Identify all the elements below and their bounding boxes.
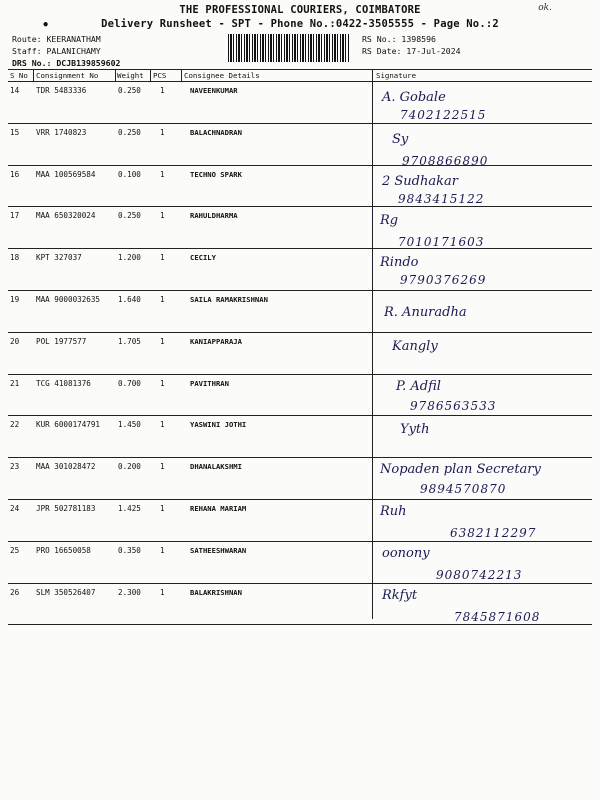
- recipient-signature: oonony: [382, 545, 430, 561]
- ink-mark: •: [42, 18, 50, 32]
- row-consignee: DHANALAKSHMI: [190, 462, 242, 472]
- row-consignee: REHANA MARIAM: [190, 504, 247, 513]
- row-sno: 24: [10, 504, 20, 513]
- recipient-signature: Rindo: [380, 255, 419, 271]
- row-pcs: 1: [160, 253, 165, 263]
- recipient-signature: P. Adfil: [396, 378, 441, 394]
- row-consignee: CECILY: [190, 253, 216, 263]
- drs-number: DRS No.: DCJB139859602: [12, 58, 121, 68]
- row-consignment-no: PRO 16650058: [36, 545, 91, 555]
- col-header-signature: Signature: [376, 71, 417, 80]
- row-rule: [8, 624, 592, 625]
- row-consignment-no: JPR 502781183: [36, 504, 96, 513]
- row-pcs: 1: [160, 462, 165, 472]
- row-weight: 0.250: [118, 86, 141, 95]
- row-sno: 20: [10, 336, 20, 346]
- recipient-signature: R. Anuradha: [384, 305, 467, 320]
- runsheet-subtitle: Delivery Runsheet - SPT - Phone No.:0422-3505555 - Page No.:2: [101, 18, 499, 30]
- row-weight: 0.700: [118, 378, 141, 388]
- row-rule: [8, 165, 592, 166]
- recipient-phone: 9790376269: [400, 273, 487, 288]
- rs-number: RS No.: 1398596: [362, 34, 436, 44]
- recipient-phone: 9843415122: [398, 191, 485, 206]
- row-pcs: 1: [160, 504, 165, 513]
- row-sno: 14: [10, 86, 20, 95]
- row-pcs: 1: [160, 211, 165, 221]
- col-header-consignee: Consignee Details: [184, 71, 260, 80]
- col-divider: [150, 69, 151, 81]
- row-rule: [8, 332, 592, 333]
- row-sno: 22: [10, 420, 20, 430]
- row-consignment-no: KUR 6000174791: [36, 420, 101, 430]
- col-divider: [181, 69, 182, 81]
- row-pcs: 1: [160, 545, 165, 555]
- recipient-phone: 9708866890: [402, 153, 489, 168]
- col-header-sno: S No: [10, 71, 28, 80]
- row-consignment-no: TCG 41081376: [36, 378, 91, 388]
- row-sno: 17: [10, 211, 20, 221]
- recipient-phone: 9080742213: [436, 567, 523, 582]
- header-bottom-rule: [8, 81, 592, 82]
- row-consignment-no: TDR 5483336: [36, 86, 87, 95]
- row-pcs: 1: [160, 420, 165, 430]
- row-consignee: RAHULDHARMA: [190, 211, 238, 221]
- row-sno: 16: [10, 169, 20, 179]
- col-divider: [33, 69, 34, 81]
- barcode: [228, 34, 350, 62]
- recipient-phone: 9786563533: [410, 398, 497, 413]
- row-weight: 0.100: [118, 169, 141, 179]
- row-rule: [8, 541, 592, 542]
- route-label: Route: KEERANATHAM: [12, 34, 101, 44]
- row-rule: [8, 290, 592, 291]
- row-consignment-no: MAA 650320024: [36, 211, 96, 221]
- row-consignment-no: VRR 1740823: [36, 127, 87, 137]
- row-sno: 26: [10, 587, 20, 597]
- row-weight: 1.200: [118, 253, 141, 263]
- row-consignee: BALACHNADRAN: [190, 127, 242, 137]
- row-consignment-no: MAA 9000032635: [36, 295, 101, 304]
- row-rule: [8, 457, 592, 458]
- row-weight: 0.200: [118, 462, 141, 472]
- recipient-phone: 9894570870: [420, 482, 507, 497]
- row-weight: 1.450: [118, 420, 141, 430]
- recipient-signature: Rkfyt: [382, 587, 418, 603]
- row-rule: [8, 415, 592, 416]
- row-rule: [8, 248, 592, 249]
- col-header-pcs: PCS: [153, 71, 167, 80]
- col-header-consignment: Consignment No: [36, 71, 99, 80]
- row-weight: 1.640: [118, 295, 141, 304]
- rs-date: RS Date: 17-Jul-2024: [362, 46, 461, 56]
- row-rule: [8, 206, 592, 207]
- row-weight: 0.250: [118, 127, 141, 137]
- row-weight: 0.350: [118, 545, 141, 555]
- row-consignment-no: KPT 327037: [36, 253, 82, 263]
- row-pcs: 1: [160, 587, 165, 597]
- row-sno: 23: [10, 462, 20, 472]
- row-rule: [8, 583, 592, 584]
- staff-label: Staff: PALANICHAMY: [12, 46, 101, 56]
- row-rule: [8, 374, 592, 375]
- row-weight: 0.250: [118, 211, 141, 221]
- row-consignee: SAILA RAMAKRISHNAN: [190, 295, 268, 304]
- row-consignment-no: MAA 100569584: [36, 169, 96, 179]
- row-consignee: PAVITHRAN: [190, 378, 229, 388]
- table-top-rule: [8, 69, 592, 70]
- recipient-phone: 7402122515: [400, 108, 487, 122]
- recipient-signature: Yyth: [400, 422, 430, 438]
- corner-note: ok.: [538, 3, 552, 13]
- row-consignment-no: SLM 350526407: [36, 587, 96, 597]
- row-weight: 1.425: [118, 504, 141, 513]
- row-consignee: SATHEESHWARAN: [190, 545, 247, 555]
- row-pcs: 1: [160, 295, 165, 304]
- recipient-signature: 2 Sudhakar: [382, 173, 458, 189]
- row-consignee: TECHNO SPARK: [190, 169, 242, 179]
- col-header-weight: Weight: [117, 71, 144, 80]
- row-rule: [8, 499, 592, 500]
- row-pcs: 1: [160, 336, 165, 346]
- row-consignee: YASWINI JOTHI: [190, 420, 247, 430]
- recipient-signature: Kangly: [392, 338, 438, 354]
- recipient-signature: Nopaden plan Secretary: [380, 462, 541, 478]
- row-consignee: KANIAPPARAJA: [190, 336, 242, 346]
- row-rule: [8, 123, 592, 124]
- signature-col-divider: [372, 69, 373, 619]
- company-title: THE PROFESSIONAL COURIERS, COIMBATORE: [179, 4, 421, 16]
- row-pcs: 1: [160, 378, 165, 388]
- row-sno: 25: [10, 545, 20, 555]
- recipient-phone: 6382112297: [450, 526, 537, 540]
- recipient-phone: 7845871608: [454, 609, 541, 624]
- row-consignment-no: POL 1977577: [36, 336, 87, 346]
- row-sno: 18: [10, 253, 20, 263]
- recipient-phone: 7010171603: [398, 235, 485, 250]
- row-pcs: 1: [160, 127, 165, 137]
- row-pcs: 1: [160, 169, 165, 179]
- row-sno: 21: [10, 378, 20, 388]
- recipient-signature: Rg: [380, 213, 399, 229]
- row-sno: 19: [10, 295, 20, 304]
- col-divider: [115, 69, 116, 81]
- row-consignee: NAVEENKUMAR: [190, 86, 238, 95]
- row-weight: 2.300: [118, 587, 141, 597]
- row-weight: 1.705: [118, 336, 141, 346]
- recipient-signature: A. Gobale: [382, 90, 446, 105]
- row-consignment-no: MAA 301028472: [36, 462, 96, 472]
- row-sno: 15: [10, 127, 20, 137]
- recipient-signature: Ruh: [380, 504, 407, 519]
- row-consignee: BALAKRISHNAN: [190, 587, 242, 597]
- row-pcs: 1: [160, 86, 165, 95]
- recipient-signature: Sy: [392, 131, 409, 147]
